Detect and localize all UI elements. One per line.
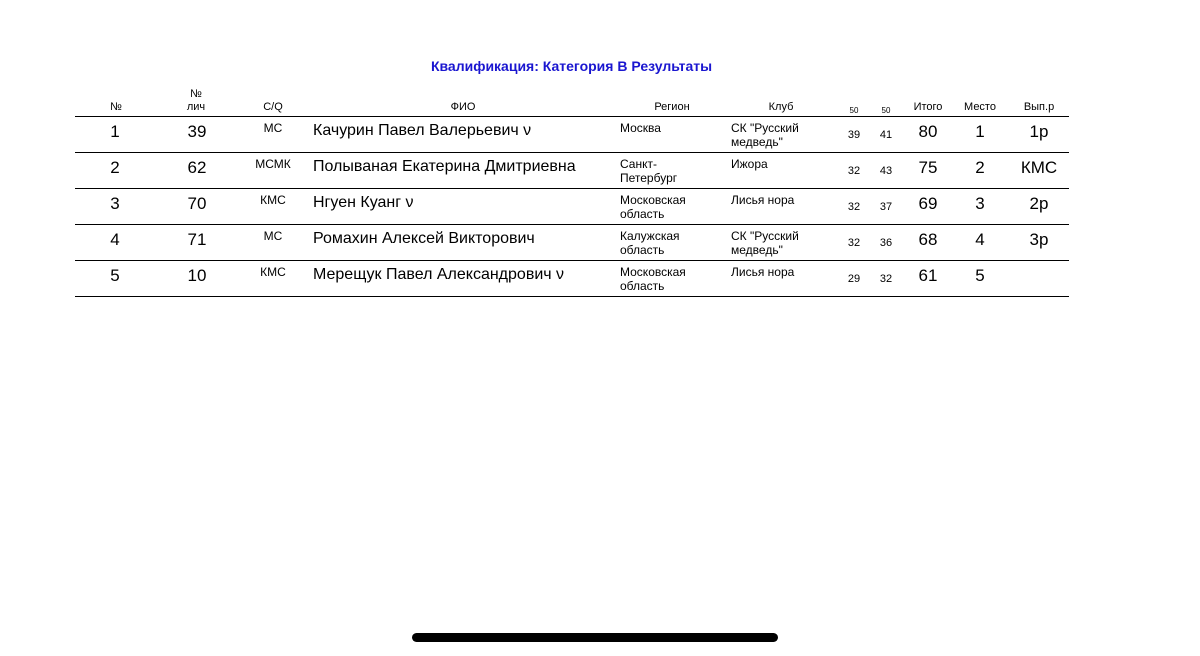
cell-rank: КМС: [1020, 158, 1058, 177]
cell-club: [731, 193, 794, 207]
cell-s1: 32: [847, 237, 861, 249]
header-lic-bottom: лич: [186, 101, 206, 113]
cell-region-line1: Санкт-: [620, 157, 657, 171]
cell-region-line2: область: [620, 207, 665, 221]
results-table: [75, 116, 1069, 297]
cell-s2: 32: [879, 273, 893, 285]
cell-club: [731, 229, 799, 257]
header-total: Итого: [913, 101, 943, 113]
header-club: Клуб: [768, 101, 794, 113]
cell-place: 4: [975, 230, 985, 249]
cell-club: [731, 157, 768, 171]
cell-total: 75: [918, 158, 938, 177]
table-row: [75, 224, 1069, 260]
cell-region-line1: Москва: [620, 121, 661, 135]
header-s2: 50: [881, 106, 891, 115]
cell-name: Мерещук Павел Александрович ν: [313, 266, 565, 283]
cell-place: 3: [975, 194, 985, 213]
cell-region: [620, 193, 686, 221]
cell-total: 80: [918, 122, 938, 141]
cell-place: 2: [975, 158, 985, 177]
cell-lic: 62: [187, 158, 207, 177]
cell-region: [620, 229, 680, 257]
cell-region: [620, 121, 661, 135]
cell-s1: 29: [847, 273, 861, 285]
header-name: ФИО: [450, 101, 476, 113]
cell-club-line2: медведь": [731, 243, 783, 257]
cell-region-line2: область: [620, 279, 665, 293]
header-cq: С/Q: [263, 101, 283, 113]
cell-s2: 36: [879, 237, 893, 249]
cell-s1: 32: [847, 165, 861, 177]
cell-region: [620, 265, 686, 293]
cell-num: 5: [110, 266, 120, 285]
cell-num: 1: [110, 122, 120, 141]
header-rank: Вып.р: [1023, 101, 1055, 113]
cell-rank: 1р: [1029, 122, 1049, 141]
cell-num: 2: [110, 158, 120, 177]
header-num: №: [110, 101, 122, 113]
page-title: Квалификация: Категория В Результаты: [430, 58, 713, 74]
cell-cq: МС: [263, 229, 283, 243]
cell-name: Ромахин Алексей Викторович: [313, 230, 535, 247]
cell-lic: 70: [187, 194, 207, 213]
cell-num: 4: [110, 230, 120, 249]
cell-lic: 71: [187, 230, 207, 249]
cell-region-line1: Калужская: [620, 229, 680, 243]
header-lic-top: №: [190, 88, 202, 100]
cell-rank: 3р: [1029, 230, 1049, 249]
cell-num: 3: [110, 194, 120, 213]
cell-region-line1: Московская: [620, 193, 686, 207]
cell-club-line2: медведь": [731, 135, 783, 149]
cell-s1: 32: [847, 201, 861, 213]
cell-cq: КМС: [260, 193, 286, 207]
cell-name: Нгуен Куанг ν: [313, 194, 414, 211]
cell-s2: 41: [879, 129, 893, 141]
table-row: [75, 188, 1069, 224]
table-row: [75, 116, 1069, 152]
cell-total: 68: [918, 230, 938, 249]
cell-name: Качурин Павел Валерьевич ν: [313, 122, 532, 139]
cell-place: 5: [975, 266, 985, 285]
cell-club-line1: СК "Русский: [731, 121, 799, 135]
cell-total: 69: [918, 194, 938, 213]
cell-club-line1: СК "Русский: [731, 229, 799, 243]
cell-s2: 37: [879, 201, 893, 213]
cell-cq: МС: [263, 121, 283, 135]
cell-region: [620, 157, 677, 185]
cell-club-line1: Лисья нора: [731, 265, 795, 279]
cell-club-line1: Ижора: [731, 157, 768, 171]
table-row: [75, 152, 1069, 188]
header-place: Место: [964, 101, 996, 113]
table-header: [75, 86, 1069, 116]
cell-lic: 10: [187, 266, 207, 285]
cell-club: [731, 121, 799, 149]
cell-cq: МСМК: [255, 157, 291, 171]
table-row: [75, 260, 1069, 297]
cell-club-line1: Лисья нора: [731, 193, 795, 207]
cell-place: 1: [975, 122, 985, 141]
cell-total: 61: [918, 266, 938, 285]
header-s1: 50: [849, 106, 859, 115]
cell-region-line2: Петербург: [620, 171, 678, 185]
cell-cq: КМС: [260, 265, 286, 279]
cell-s1: 39: [847, 129, 861, 141]
header-region: Регион: [654, 101, 690, 113]
cell-name: Полываная Екатерина Дмитриевна: [313, 158, 576, 175]
cell-region-line2: область: [620, 243, 665, 257]
cell-s2: 43: [879, 165, 893, 177]
cell-club: [731, 265, 794, 279]
cell-rank: 2р: [1029, 194, 1049, 213]
cell-lic: 39: [187, 122, 207, 141]
home-indicator[interactable]: [412, 633, 778, 642]
cell-region-line1: Московская: [620, 265, 686, 279]
